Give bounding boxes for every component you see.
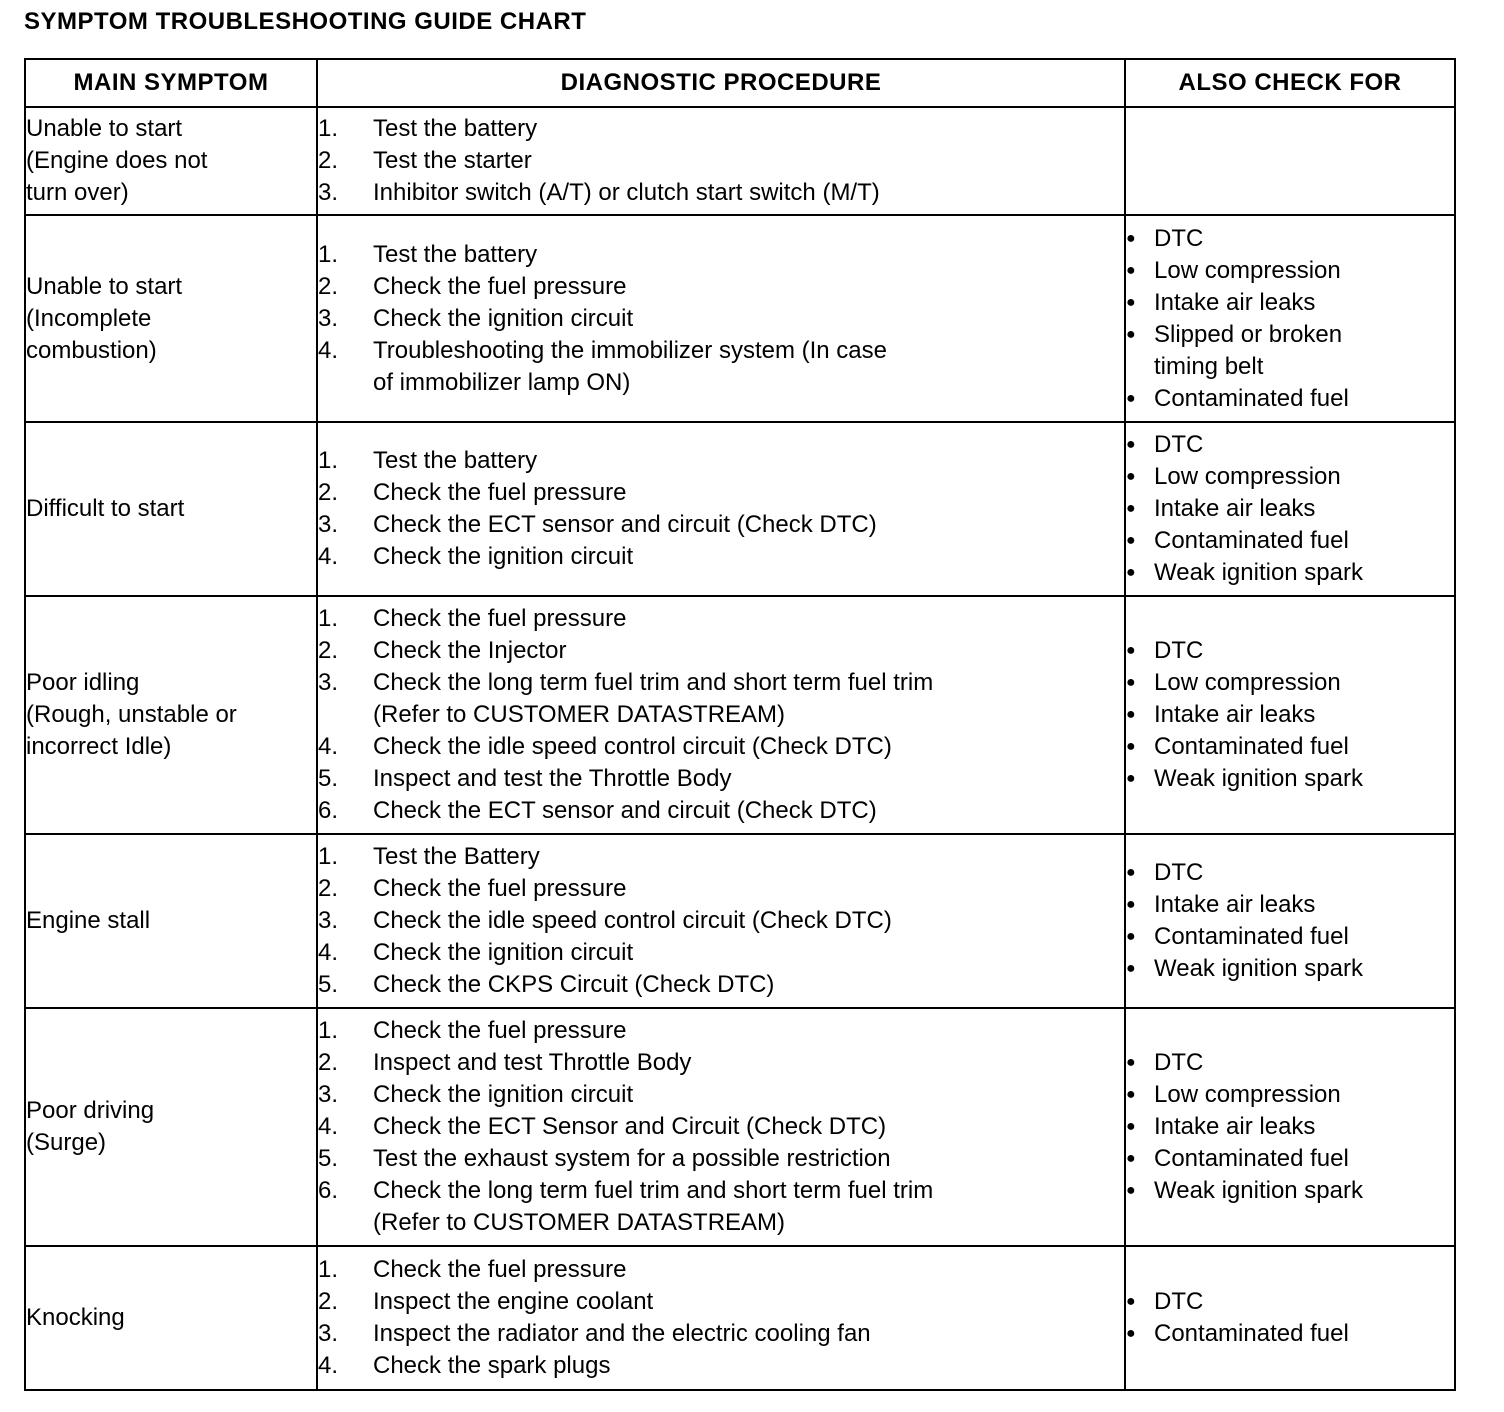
step-number: 4. bbox=[318, 336, 339, 364]
procedure-step bbox=[318, 1286, 1124, 1318]
step-number: 2. bbox=[318, 272, 339, 300]
symptom-text: Engine stall bbox=[26, 907, 151, 934]
step-text: Check the spark plugs bbox=[373, 1352, 611, 1379]
bullet-icon: ● bbox=[1126, 706, 1136, 723]
procedure-step bbox=[318, 795, 1124, 827]
symptom-cell bbox=[25, 1008, 317, 1246]
check-text: DTC bbox=[1154, 431, 1204, 458]
troubleshooting-table bbox=[24, 58, 1456, 1391]
bullet-icon: ● bbox=[1126, 770, 1136, 787]
symptom-text: (Engine does not bbox=[26, 147, 208, 174]
step-number: 2. bbox=[318, 1288, 339, 1315]
step-number: 2. bbox=[318, 479, 339, 506]
check-text: DTC bbox=[1154, 859, 1204, 886]
check-item bbox=[1126, 921, 1454, 953]
step-number: 2. bbox=[318, 1049, 339, 1076]
procedure-cell bbox=[317, 596, 1125, 834]
check-text: Slipped or broken bbox=[1154, 320, 1343, 348]
check-item bbox=[1126, 319, 1454, 383]
procedure-step bbox=[318, 763, 1124, 795]
table-row bbox=[25, 422, 1455, 596]
bullet-icon: ● bbox=[1126, 960, 1136, 977]
symptom-text: turn over) bbox=[26, 179, 129, 206]
check-text: Contaminated fuel bbox=[1154, 733, 1349, 760]
bullet-icon: ● bbox=[1126, 564, 1136, 581]
symptom-cell bbox=[25, 107, 317, 215]
procedure-step bbox=[318, 445, 1124, 477]
symptom-text: Poor idling bbox=[26, 669, 140, 696]
procedure-step bbox=[318, 1079, 1124, 1111]
step-text: Check the fuel pressure bbox=[373, 605, 627, 632]
bullet-icon: ● bbox=[1126, 1054, 1136, 1071]
bullet-icon: ● bbox=[1126, 1150, 1136, 1167]
step-number: 6. bbox=[318, 1177, 339, 1204]
check-text: Low compression bbox=[1154, 1081, 1341, 1108]
check-item bbox=[1126, 1143, 1454, 1175]
step-number: 1. bbox=[318, 1256, 339, 1283]
check-text: Contaminated fuel bbox=[1154, 1320, 1349, 1347]
check-item bbox=[1126, 461, 1454, 493]
step-number: 3. bbox=[318, 179, 339, 206]
check-text: Weak ignition spark bbox=[1154, 559, 1363, 586]
step-number: 1. bbox=[318, 605, 339, 632]
also-check-cell bbox=[1125, 107, 1455, 215]
procedure-step bbox=[318, 541, 1124, 573]
step-text: Check the Injector bbox=[373, 637, 567, 664]
procedure-step bbox=[318, 303, 1124, 335]
procedure-step bbox=[318, 477, 1124, 509]
header-main-symptom: MAIN SYMPTOM bbox=[25, 59, 317, 107]
step-number: 2. bbox=[318, 875, 339, 902]
procedure-cell bbox=[317, 834, 1125, 1008]
step-number: 3. bbox=[318, 907, 339, 934]
step-number: 1. bbox=[318, 115, 339, 142]
step-text: (Refer to CUSTOMER DATASTREAM) bbox=[373, 701, 786, 728]
table-row bbox=[25, 1008, 1455, 1246]
check-text: Weak ignition spark bbox=[1154, 1177, 1363, 1204]
check-text: timing belt bbox=[1154, 352, 1264, 380]
procedure-step bbox=[318, 1015, 1124, 1047]
check-item bbox=[1126, 763, 1454, 795]
bullet-icon: ● bbox=[1126, 1182, 1136, 1199]
check-text: Weak ignition spark bbox=[1154, 765, 1363, 792]
check-text: Intake air leaks bbox=[1154, 288, 1316, 316]
procedure-step bbox=[318, 603, 1124, 635]
bullet-icon: ● bbox=[1126, 674, 1136, 691]
check-item bbox=[1126, 255, 1454, 287]
table-row bbox=[25, 834, 1455, 1008]
step-text: Check the long term fuel trim and short term fuel trim bbox=[373, 1177, 934, 1204]
procedure-step bbox=[318, 145, 1124, 177]
step-number: 3. bbox=[318, 1081, 339, 1108]
procedure-step bbox=[318, 873, 1124, 905]
check-item bbox=[1126, 1175, 1454, 1207]
bullet-icon: ● bbox=[1126, 928, 1136, 945]
check-item bbox=[1126, 1111, 1454, 1143]
step-text: Check the ignition circuit bbox=[373, 304, 634, 332]
bullet-icon: ● bbox=[1126, 642, 1136, 659]
check-item bbox=[1126, 667, 1454, 699]
symptom-text: incorrect Idle) bbox=[26, 733, 172, 760]
procedure-step bbox=[318, 1143, 1124, 1175]
bullet-icon: ● bbox=[1126, 389, 1136, 407]
symptom-text: (Surge) bbox=[26, 1129, 107, 1156]
procedure-step bbox=[318, 841, 1124, 873]
bullet-icon: ● bbox=[1126, 532, 1136, 549]
procedure-step bbox=[318, 969, 1124, 1001]
procedure-step bbox=[318, 335, 1124, 399]
bullet-icon: ● bbox=[1126, 1118, 1136, 1135]
bullet-icon: ● bbox=[1126, 864, 1136, 881]
check-item bbox=[1126, 287, 1454, 319]
step-text: Test the starter bbox=[373, 147, 532, 174]
bullet-icon: ● bbox=[1126, 325, 1136, 343]
step-text: Check the ECT Sensor and Circuit (Check DTC) bbox=[373, 1113, 887, 1140]
procedure-step bbox=[318, 271, 1124, 303]
step-number: 4. bbox=[318, 1113, 339, 1140]
also-check-cell bbox=[1125, 834, 1455, 1008]
bullet-icon: ● bbox=[1126, 1293, 1136, 1310]
bullet-icon: ● bbox=[1126, 500, 1136, 517]
procedure-cell bbox=[317, 422, 1125, 596]
check-item bbox=[1126, 635, 1454, 667]
step-text: Check the ECT sensor and circuit (Check DTC) bbox=[373, 797, 877, 824]
check-text: Intake air leaks bbox=[1154, 701, 1316, 728]
step-text: Inspect the engine coolant bbox=[373, 1288, 654, 1315]
check-item bbox=[1126, 857, 1454, 889]
symptom-cell bbox=[25, 215, 317, 422]
bullet-icon: ● bbox=[1126, 261, 1136, 279]
check-text: Contaminated fuel bbox=[1154, 527, 1349, 554]
bullet-icon: ● bbox=[1126, 229, 1136, 247]
procedure-step bbox=[318, 177, 1124, 209]
bullet-icon: ● bbox=[1126, 1325, 1136, 1342]
step-text: (Refer to CUSTOMER DATASTREAM) bbox=[373, 1209, 786, 1236]
header-also-check-for: ALSO CHECK FOR bbox=[1125, 59, 1455, 107]
procedure-step bbox=[318, 239, 1124, 271]
procedure-step bbox=[318, 905, 1124, 937]
procedure-step bbox=[318, 1254, 1124, 1286]
step-number: 4. bbox=[318, 939, 339, 966]
step-text: Test the exhaust system for a possible restriction bbox=[373, 1145, 891, 1172]
step-text: Check the fuel pressure bbox=[373, 875, 627, 902]
step-number: 5. bbox=[318, 765, 339, 792]
step-text: of immobilizer lamp ON) bbox=[373, 368, 631, 396]
symptom-text: Knocking bbox=[26, 1304, 125, 1331]
check-item bbox=[1126, 557, 1454, 589]
step-number: 5. bbox=[318, 971, 339, 998]
symptom-text: combustion) bbox=[26, 336, 157, 364]
also-check-cell bbox=[1125, 422, 1455, 596]
check-item bbox=[1126, 889, 1454, 921]
step-text: Inspect and test the Throttle Body bbox=[373, 765, 732, 792]
procedure-cell bbox=[317, 107, 1125, 215]
check-item bbox=[1126, 525, 1454, 557]
step-text: Check the ignition circuit bbox=[373, 939, 634, 966]
check-item bbox=[1126, 731, 1454, 763]
bullet-icon: ● bbox=[1126, 896, 1136, 913]
step-text: Check the ignition circuit bbox=[373, 543, 634, 570]
also-check-cell bbox=[1125, 215, 1455, 422]
step-number: 3. bbox=[318, 669, 339, 696]
step-text: Test the battery bbox=[373, 240, 538, 268]
procedure-step bbox=[318, 1350, 1124, 1382]
step-text: Check the ignition circuit bbox=[373, 1081, 634, 1108]
check-text: Low compression bbox=[1154, 256, 1341, 284]
procedure-step bbox=[318, 1318, 1124, 1350]
check-item bbox=[1126, 383, 1454, 415]
symptom-cell bbox=[25, 1246, 317, 1390]
step-text: Check the long term fuel trim and short term fuel trim bbox=[373, 669, 934, 696]
step-text: Troubleshooting the immobilizer system (In case bbox=[373, 336, 887, 364]
step-number: 6. bbox=[318, 797, 339, 824]
step-text: Test the battery bbox=[373, 447, 538, 474]
procedure-step bbox=[318, 1047, 1124, 1079]
symptom-text: (Incomplete bbox=[26, 304, 152, 332]
step-number: 1. bbox=[318, 1017, 339, 1044]
table-row bbox=[25, 107, 1455, 215]
procedure-cell bbox=[317, 1246, 1125, 1390]
step-number: 4. bbox=[318, 543, 339, 570]
step-text: Check the ECT sensor and circuit (Check DTC) bbox=[373, 511, 877, 538]
step-text: Inspect and test Throttle Body bbox=[373, 1049, 692, 1076]
check-item bbox=[1126, 699, 1454, 731]
page-title: SYMPTOM TROUBLESHOOTING GUIDE CHART bbox=[24, 8, 587, 35]
check-text: Intake air leaks bbox=[1154, 891, 1316, 918]
check-text: Weak ignition spark bbox=[1154, 955, 1363, 982]
bullet-icon: ● bbox=[1126, 468, 1136, 485]
step-text: Check the CKPS Circuit (Check DTC) bbox=[373, 971, 775, 998]
step-text: Inhibitor switch (A/T) or clutch start switch (M/T) bbox=[373, 179, 880, 206]
check-item bbox=[1126, 493, 1454, 525]
step-number: 3. bbox=[318, 1320, 339, 1347]
step-text: Test the Battery bbox=[373, 843, 540, 870]
symptom-cell bbox=[25, 834, 317, 1008]
table-row bbox=[25, 1246, 1455, 1390]
step-text: Inspect the radiator and the electric cooling fan bbox=[373, 1320, 871, 1347]
step-number: 2. bbox=[318, 637, 339, 664]
check-item bbox=[1126, 1318, 1454, 1350]
check-text: Contaminated fuel bbox=[1154, 384, 1349, 412]
step-number: 2. bbox=[318, 147, 339, 174]
check-item bbox=[1126, 223, 1454, 255]
step-text: Check the fuel pressure bbox=[373, 1017, 627, 1044]
header-diagnostic-procedure: DIAGNOSTIC PROCEDURE bbox=[317, 59, 1125, 107]
check-item bbox=[1126, 429, 1454, 461]
check-item bbox=[1126, 1047, 1454, 1079]
header-row bbox=[25, 59, 1455, 107]
check-text: DTC bbox=[1154, 1288, 1204, 1315]
procedure-step bbox=[318, 731, 1124, 763]
step-number: 3. bbox=[318, 511, 339, 538]
symptom-text: Difficult to start bbox=[26, 495, 185, 522]
step-text: Check the fuel pressure bbox=[373, 272, 627, 300]
check-text: Intake air leaks bbox=[1154, 1113, 1316, 1140]
bullet-icon: ● bbox=[1126, 738, 1136, 755]
check-item bbox=[1126, 1286, 1454, 1318]
symptom-cell bbox=[25, 596, 317, 834]
step-text: Check the fuel pressure bbox=[373, 1256, 627, 1283]
step-number: 1. bbox=[318, 447, 339, 474]
procedure-step bbox=[318, 937, 1124, 969]
also-check-cell bbox=[1125, 1008, 1455, 1246]
symptom-text: (Rough, unstable or bbox=[26, 701, 237, 728]
check-text: Intake air leaks bbox=[1154, 495, 1316, 522]
symptom-cell bbox=[25, 422, 317, 596]
check-text: Contaminated fuel bbox=[1154, 923, 1349, 950]
step-number: 4. bbox=[318, 1352, 339, 1379]
procedure-cell bbox=[317, 215, 1125, 422]
symptom-text: Poor driving bbox=[26, 1097, 155, 1124]
step-number: 1. bbox=[318, 240, 339, 268]
step-number: 1. bbox=[318, 843, 339, 870]
procedure-step bbox=[318, 1175, 1124, 1239]
step-number: 5. bbox=[318, 1145, 339, 1172]
procedure-step bbox=[318, 667, 1124, 731]
check-text: DTC bbox=[1154, 637, 1204, 664]
bullet-icon: ● bbox=[1126, 436, 1136, 453]
step-number: 4. bbox=[318, 733, 339, 760]
procedure-step bbox=[318, 113, 1124, 145]
procedure-cell bbox=[317, 1008, 1125, 1246]
table-row bbox=[25, 215, 1455, 422]
symptom-text: Unable to start bbox=[26, 115, 183, 142]
check-text: DTC bbox=[1154, 224, 1204, 252]
also-check-cell bbox=[1125, 596, 1455, 834]
procedure-step bbox=[318, 1111, 1124, 1143]
check-text: DTC bbox=[1154, 1049, 1204, 1076]
check-item bbox=[1126, 953, 1454, 985]
check-item bbox=[1126, 1079, 1454, 1111]
procedure-step bbox=[318, 509, 1124, 541]
step-text: Check the idle speed control circuit (Check DTC) bbox=[373, 907, 892, 934]
bullet-icon: ● bbox=[1126, 293, 1136, 311]
step-text: Test the battery bbox=[373, 115, 538, 142]
also-check-cell bbox=[1125, 1246, 1455, 1390]
symptom-text: Unable to start bbox=[26, 272, 183, 300]
table-row bbox=[25, 596, 1455, 834]
step-text: Check the fuel pressure bbox=[373, 479, 627, 506]
check-text: Low compression bbox=[1154, 669, 1341, 696]
bullet-icon: ● bbox=[1126, 1086, 1136, 1103]
step-text: Check the idle speed control circuit (Check DTC) bbox=[373, 733, 892, 760]
procedure-step bbox=[318, 635, 1124, 667]
check-text: Low compression bbox=[1154, 463, 1341, 490]
check-text: Contaminated fuel bbox=[1154, 1145, 1349, 1172]
step-number: 3. bbox=[318, 304, 339, 332]
